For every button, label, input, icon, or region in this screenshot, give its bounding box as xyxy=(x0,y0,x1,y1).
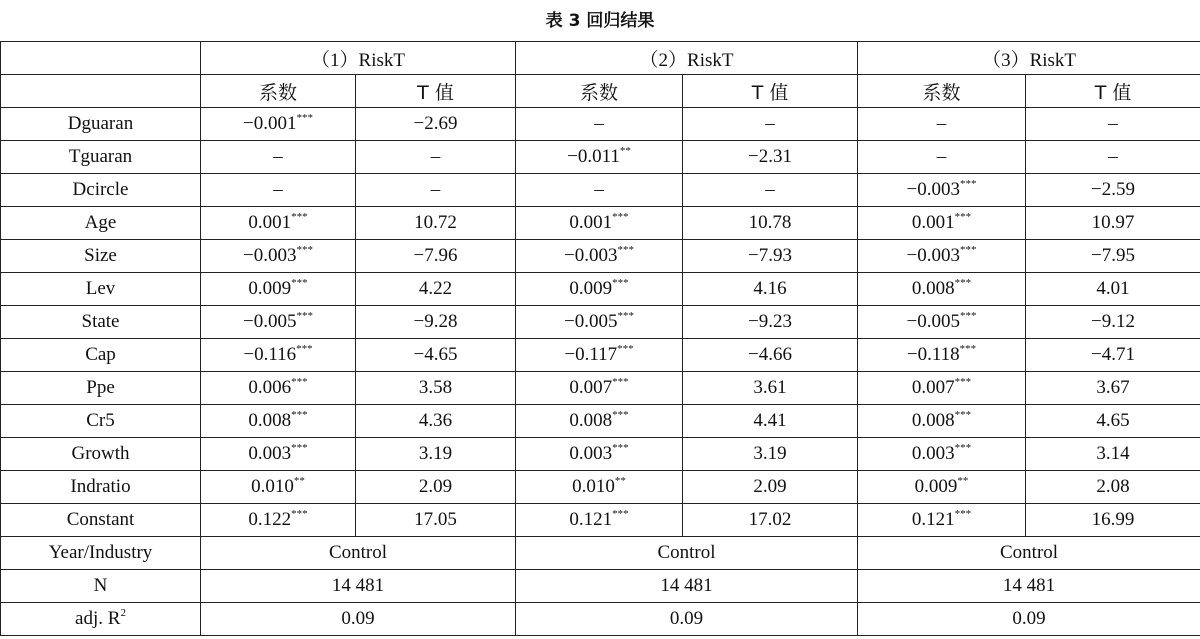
cell-value: −0.005 xyxy=(243,311,297,332)
variable-name: Cr5 xyxy=(1,405,201,438)
significance-stars: *** xyxy=(291,409,308,421)
cell-value: 0.001 xyxy=(248,212,292,233)
footer-label-text: Year/Industry xyxy=(48,542,153,563)
variable-name: Growth xyxy=(1,438,201,471)
variable-name: Dcircle xyxy=(1,174,201,207)
coef-cell xyxy=(858,438,1026,471)
t-value-cell xyxy=(683,372,858,405)
coef-cell xyxy=(858,405,1026,438)
coef-cell xyxy=(201,207,356,240)
cell-value: −0.003 xyxy=(243,245,297,266)
significance-stars: *** xyxy=(960,310,977,322)
coef-cell xyxy=(201,240,356,273)
coef-cell xyxy=(201,141,356,174)
footer-value: 0.09 xyxy=(516,603,858,636)
significance-stars: *** xyxy=(612,376,629,388)
coef-cell xyxy=(858,504,1026,537)
t-value-header: T 值 xyxy=(356,75,516,108)
t-value-cell xyxy=(1026,339,1200,372)
coef-cell xyxy=(516,372,683,405)
t-value-cell xyxy=(683,174,858,207)
cell-value: −7.93 xyxy=(748,245,792,266)
cell-value: 0.009 xyxy=(248,278,292,299)
cell-value: −0.117 xyxy=(564,344,618,365)
cell-value: −9.23 xyxy=(748,311,792,332)
cell-value: 0.010 xyxy=(251,476,294,497)
table-row xyxy=(1,306,1200,339)
cell-value: 3.58 xyxy=(418,377,453,398)
coef-cell xyxy=(201,108,356,141)
cell-value: −7.95 xyxy=(1091,245,1136,266)
coef-cell xyxy=(516,141,683,174)
variable-name: Age xyxy=(1,207,201,240)
cell-value: 4.36 xyxy=(418,410,453,431)
cell-value: 10.72 xyxy=(414,212,457,233)
variable-name: State xyxy=(1,306,201,339)
t-value-cell xyxy=(1026,174,1200,207)
variable-name: Ppe xyxy=(1,372,201,405)
cell-value: 17.05 xyxy=(414,509,457,530)
coef-cell xyxy=(858,273,1026,306)
significance-stars: *** xyxy=(296,112,313,124)
t-value-cell xyxy=(683,306,858,339)
footer-label-text: N xyxy=(93,575,108,596)
table-row xyxy=(1,141,1200,174)
coef-cell xyxy=(516,108,683,141)
coef-cell xyxy=(858,471,1026,504)
cell-value: – xyxy=(594,113,604,134)
cell-value: −0.011 xyxy=(567,146,620,167)
t-value-cell xyxy=(356,438,516,471)
t-value-cell xyxy=(1026,438,1200,471)
t-value-cell xyxy=(683,504,858,537)
footer-value: 0.09 xyxy=(201,603,516,636)
cell-value: 0.009 xyxy=(914,476,958,497)
coef-cell xyxy=(201,471,356,504)
cell-value: −2.59 xyxy=(1091,179,1136,200)
t-value-cell xyxy=(683,273,858,306)
t-value-cell xyxy=(356,141,516,174)
footer-value: 14 481 xyxy=(516,570,858,603)
table-row xyxy=(1,471,1200,504)
cell-value: – xyxy=(273,179,283,200)
coef-header: 系数 xyxy=(201,75,356,108)
cell-value: 3.14 xyxy=(1096,443,1130,464)
cell-value: −0.001 xyxy=(243,113,297,134)
significance-stars: *** xyxy=(617,343,634,355)
cell-value: −4.71 xyxy=(1091,344,1136,365)
cell-value: −0.005 xyxy=(906,311,961,332)
coef-cell xyxy=(201,405,356,438)
t-value-cell xyxy=(356,504,516,537)
cell-value: 17.02 xyxy=(748,509,792,530)
cell-value: 2.09 xyxy=(418,476,453,497)
coef-cell xyxy=(858,240,1026,273)
coef-cell xyxy=(201,174,356,207)
cell-value: 3.19 xyxy=(418,443,453,464)
significance-stars: *** xyxy=(960,244,977,256)
cell-value: 3.67 xyxy=(1096,377,1130,398)
cell-value: −7.96 xyxy=(413,245,458,266)
significance-stars: *** xyxy=(291,376,308,388)
cell-value: 0.008 xyxy=(569,410,613,431)
cell-value: −0.005 xyxy=(564,311,618,332)
footer-value: Control xyxy=(516,537,858,570)
cell-value: 2.09 xyxy=(753,476,787,497)
footer-value: Control xyxy=(858,537,1200,570)
significance-stars: *** xyxy=(612,409,629,421)
coef-cell xyxy=(516,174,683,207)
significance-stars: *** xyxy=(612,508,629,520)
cell-value: −2.69 xyxy=(413,113,458,134)
cell-value: 3.61 xyxy=(753,377,787,398)
significance-stars: *** xyxy=(959,343,977,355)
coef-cell xyxy=(516,306,683,339)
cell-value: 3.19 xyxy=(753,443,787,464)
t-value-cell xyxy=(683,339,858,372)
cell-value: 4.16 xyxy=(753,278,787,299)
cell-value: – xyxy=(936,146,947,167)
cell-value: −0.003 xyxy=(906,179,961,200)
model-header-2: （2）RiskT xyxy=(516,42,858,75)
footer-row xyxy=(1,570,1200,603)
significance-stars: *** xyxy=(612,442,629,454)
variable-name: Cap xyxy=(1,339,201,372)
t-value-cell xyxy=(1026,306,1200,339)
coef-cell xyxy=(201,372,356,405)
significance-stars: *** xyxy=(291,508,308,520)
cell-value: – xyxy=(594,179,604,200)
cell-value: – xyxy=(765,179,775,200)
coef-cell xyxy=(516,339,683,372)
footer-row xyxy=(1,537,1200,570)
footer-label-superscript: 2 xyxy=(120,607,126,619)
significance-stars: *** xyxy=(296,244,313,256)
cell-value: 4.22 xyxy=(418,278,453,299)
table-row xyxy=(1,240,1200,273)
cell-value: 0.008 xyxy=(911,410,955,431)
table-row xyxy=(1,405,1200,438)
cell-value: – xyxy=(1108,113,1118,134)
footer-value: 14 481 xyxy=(858,570,1200,603)
significance-stars: *** xyxy=(291,211,308,223)
t-value-header: T 值 xyxy=(683,75,858,108)
cell-value: −0.118 xyxy=(906,344,960,365)
cell-value: 16.99 xyxy=(1091,509,1135,530)
coef-cell xyxy=(516,405,683,438)
significance-stars: *** xyxy=(954,211,972,223)
footer-label xyxy=(1,570,201,603)
cell-value: – xyxy=(1108,146,1118,167)
t-value-cell xyxy=(356,108,516,141)
cell-value: −9.12 xyxy=(1091,311,1136,332)
coef-cell xyxy=(516,504,683,537)
t-value-cell xyxy=(683,141,858,174)
significance-stars: *** xyxy=(296,310,313,322)
cell-value: 0.007 xyxy=(569,377,613,398)
cell-value: 4.01 xyxy=(1096,278,1130,299)
cell-value: 0.122 xyxy=(248,509,292,530)
cell-value: −4.66 xyxy=(748,344,792,365)
footer-label xyxy=(1,603,201,636)
significance-stars: *** xyxy=(954,277,972,289)
cell-value: 0.008 xyxy=(248,410,292,431)
cell-value: 0.121 xyxy=(911,509,955,530)
t-value-cell xyxy=(1026,240,1200,273)
significance-stars: *** xyxy=(960,178,977,190)
footer-value: 14 481 xyxy=(201,570,516,603)
footer-value: 0.09 xyxy=(858,603,1200,636)
t-value-cell xyxy=(683,438,858,471)
coef-cell xyxy=(516,240,683,273)
coef-cell xyxy=(858,339,1026,372)
regression-table xyxy=(0,41,1200,636)
table-body xyxy=(1,42,1200,636)
table-row xyxy=(1,108,1200,141)
corner-cell xyxy=(1,75,201,108)
coef-cell xyxy=(516,273,683,306)
t-value-cell xyxy=(1026,207,1200,240)
cell-value: 10.78 xyxy=(748,212,792,233)
cell-value: 0.003 xyxy=(911,443,955,464)
t-value-cell xyxy=(356,339,516,372)
cell-value: 0.006 xyxy=(248,377,292,398)
cell-value: – xyxy=(936,113,947,134)
coef-cell xyxy=(201,339,356,372)
cell-value: −9.28 xyxy=(413,311,458,332)
t-value-cell xyxy=(356,240,516,273)
t-value-cell xyxy=(1026,273,1200,306)
cell-value: – xyxy=(430,179,441,200)
variable-name: Constant xyxy=(1,504,201,537)
t-value-cell xyxy=(1026,471,1200,504)
coef-cell xyxy=(858,372,1026,405)
t-value-cell xyxy=(683,108,858,141)
cell-value: 0.003 xyxy=(248,443,292,464)
cell-value: – xyxy=(430,146,441,167)
cell-value: 0.010 xyxy=(572,476,615,497)
t-value-cell xyxy=(356,207,516,240)
t-value-cell xyxy=(356,405,516,438)
corner-cell xyxy=(1,42,201,75)
model-header-row xyxy=(1,42,1200,75)
subheader-row xyxy=(1,75,1200,108)
significance-stars: *** xyxy=(954,508,972,520)
t-value-cell xyxy=(1026,141,1200,174)
table-row xyxy=(1,504,1200,537)
significance-stars: *** xyxy=(291,277,308,289)
cell-value: 0.121 xyxy=(569,509,613,530)
variable-name: Dguaran xyxy=(1,108,201,141)
cell-value: −0.003 xyxy=(906,245,961,266)
significance-stars: *** xyxy=(617,244,634,256)
t-value-cell xyxy=(683,240,858,273)
table-row xyxy=(1,273,1200,306)
footer-label-text: adj. R xyxy=(75,608,121,629)
t-value-cell xyxy=(356,306,516,339)
t-value-cell xyxy=(1026,405,1200,438)
significance-stars: *** xyxy=(291,442,308,454)
coef-cell xyxy=(858,306,1026,339)
cell-value: 0.001 xyxy=(569,212,613,233)
significance-stars: ** xyxy=(293,475,305,487)
coef-cell xyxy=(201,504,356,537)
coef-cell xyxy=(201,273,356,306)
model-header-1: （1）RiskT xyxy=(201,42,516,75)
cell-value: 0.001 xyxy=(911,212,955,233)
coef-header: 系数 xyxy=(516,75,683,108)
cell-value: −2.31 xyxy=(748,146,792,167)
significance-stars: *** xyxy=(617,310,634,322)
coef-header: 系数 xyxy=(858,75,1026,108)
t-value-cell xyxy=(683,471,858,504)
t-value-cell xyxy=(1026,372,1200,405)
cell-value: 0.008 xyxy=(911,278,955,299)
footer-value: Control xyxy=(201,537,516,570)
coef-cell xyxy=(201,438,356,471)
significance-stars: ** xyxy=(614,475,626,487)
significance-stars: ** xyxy=(957,475,969,487)
significance-stars: *** xyxy=(612,211,629,223)
coef-cell xyxy=(858,174,1026,207)
significance-stars: *** xyxy=(954,376,972,388)
t-value-cell xyxy=(1026,108,1200,141)
significance-stars: *** xyxy=(954,442,972,454)
t-value-cell xyxy=(356,372,516,405)
table-row xyxy=(1,339,1200,372)
table-caption: 表 3 回归结果 xyxy=(545,11,655,31)
table-row xyxy=(1,438,1200,471)
coef-cell xyxy=(858,108,1026,141)
variable-name: Size xyxy=(1,240,201,273)
t-value-cell xyxy=(683,207,858,240)
cell-value: 0.007 xyxy=(911,377,955,398)
footer-row xyxy=(1,603,1200,636)
cell-value: 0.009 xyxy=(569,278,613,299)
significance-stars: *** xyxy=(954,409,972,421)
significance-stars: *** xyxy=(296,343,313,355)
coef-cell xyxy=(858,207,1026,240)
footer-label xyxy=(1,537,201,570)
t-value-cell xyxy=(356,174,516,207)
cell-value: 10.97 xyxy=(1091,212,1135,233)
t-value-cell xyxy=(356,273,516,306)
cell-value: – xyxy=(273,146,283,167)
table-row xyxy=(1,174,1200,207)
table-row xyxy=(1,207,1200,240)
cell-value: – xyxy=(765,113,775,134)
cell-value: −4.65 xyxy=(413,344,458,365)
coef-cell xyxy=(201,306,356,339)
variable-name: Tguaran xyxy=(1,141,201,174)
coef-cell xyxy=(858,141,1026,174)
cell-value: −0.003 xyxy=(564,245,618,266)
t-value-cell xyxy=(356,471,516,504)
cell-value: −0.116 xyxy=(243,344,297,365)
coef-cell xyxy=(516,471,683,504)
cell-value: 4.41 xyxy=(753,410,787,431)
significance-stars: *** xyxy=(612,277,629,289)
coef-cell xyxy=(516,438,683,471)
t-value-header: T 值 xyxy=(1026,75,1200,108)
table-row xyxy=(1,372,1200,405)
significance-stars: ** xyxy=(619,145,631,157)
cell-value: 2.08 xyxy=(1096,476,1130,497)
model-header-3: （3）RiskT xyxy=(858,42,1200,75)
coef-cell xyxy=(516,207,683,240)
t-value-cell xyxy=(683,405,858,438)
variable-name: Indratio xyxy=(1,471,201,504)
variable-name: Lev xyxy=(1,273,201,306)
cell-value: 0.003 xyxy=(569,443,613,464)
t-value-cell xyxy=(1026,504,1200,537)
cell-value: 4.65 xyxy=(1096,410,1130,431)
